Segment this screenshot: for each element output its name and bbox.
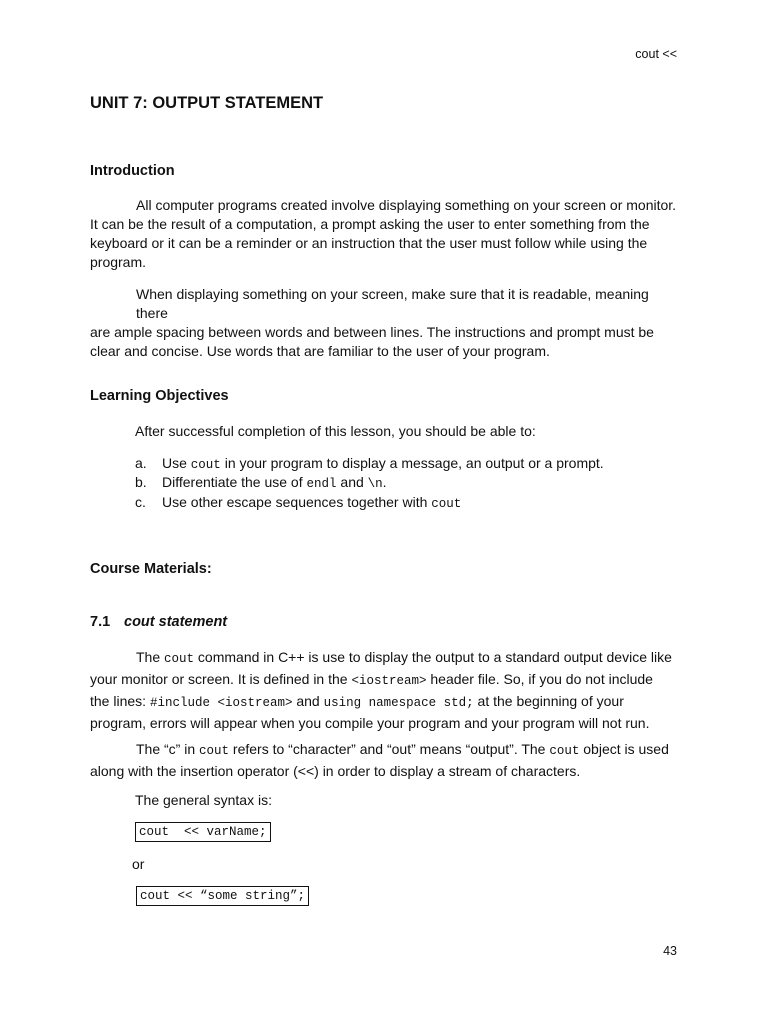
text: along with the insertion operator (<<) in order to display a stream of characters.	[90, 763, 581, 779]
objective-item-b	[135, 473, 387, 494]
objective-text: in your program to display a message, an output or a prompt.	[220, 455, 604, 471]
text: The	[136, 649, 165, 665]
text: and	[292, 693, 324, 709]
code-cout: cout	[431, 497, 462, 511]
section-paragraph-1	[90, 647, 680, 733]
code-cout: cout	[164, 652, 195, 666]
syntax-box-string: cout << “some string”;	[136, 886, 309, 906]
unit-title: UNIT 7: OUTPUT STATEMENT	[90, 94, 324, 112]
objective-text: .	[382, 474, 387, 490]
code-newline: \n	[367, 477, 383, 491]
section-title: cout statement	[124, 614, 228, 630]
code-endl: endl	[306, 477, 337, 491]
objective-letter: b.	[135, 474, 147, 490]
intro-paragraph-2	[90, 285, 680, 361]
text: your monitor or screen. It is defined in the	[90, 671, 352, 687]
intro-p1-line: All computer programs created involve displaying something on your screen or monitor.	[136, 197, 677, 213]
section-number: 7.1	[90, 614, 111, 630]
or-text: or	[132, 856, 145, 872]
text: at the beginning of your	[473, 693, 624, 709]
objective-text: Differentiate the use of	[162, 474, 307, 490]
objective-item-a	[135, 454, 604, 475]
text: the lines:	[90, 693, 150, 709]
objective-text: Use other escape sequences together with	[162, 494, 432, 510]
section-paragraph-2	[90, 739, 680, 781]
text: program, errors will appear when you compile your program and your program will not run.	[90, 715, 650, 731]
text: command in C++ is use to display the output to a standard output device like	[194, 649, 672, 665]
intro-p2-line: clear and concise. Use words that are familiar to the user of your program.	[90, 343, 550, 359]
introduction-heading: Introduction	[90, 163, 175, 179]
section-heading	[90, 614, 227, 630]
course-materials-heading: Course Materials:	[90, 561, 212, 577]
objective-item-c	[135, 493, 461, 514]
intro-p2-line: are ample spacing between words and between lines. The instructions and prompt must be	[90, 324, 654, 340]
objectives-lead: After successful completion of this lesson, you should be able to:	[135, 423, 536, 439]
intro-p1-line: keyboard or it can be a reminder or an instruction that the user must follow while using the	[90, 235, 648, 251]
text: header file. So, if you do not include	[426, 671, 653, 687]
code-cout: cout	[199, 744, 230, 758]
intro-p1-line: program.	[90, 254, 147, 270]
intro-p2-line: When displaying something on your screen, make sure that it is readable, meaning there	[136, 286, 649, 321]
text: refers to “character” and “out” means “output”. The	[229, 741, 550, 757]
intro-p1-line: It can be the result of a computation, a prompt asking the user to enter something from the	[90, 216, 650, 232]
syntax-intro: The general syntax is:	[135, 792, 272, 808]
objective-text: Use	[162, 455, 191, 471]
intro-paragraph-1	[90, 196, 680, 272]
code-include: #include <iostream>	[149, 696, 293, 710]
text: The “c” in	[136, 741, 200, 757]
text: object is used	[579, 741, 669, 757]
code-cout: cout	[549, 744, 580, 758]
code-iostream: <iostream>	[351, 674, 427, 688]
syntax-box-varname: cout << varName;	[135, 822, 271, 842]
objective-letter: a.	[135, 455, 147, 471]
objective-text: and	[336, 474, 368, 490]
objective-letter: c.	[135, 494, 146, 510]
page-number: 43	[663, 944, 677, 958]
code-cout: cout	[190, 458, 221, 472]
code-namespace: using namespace std;	[323, 696, 474, 710]
running-header: cout <<	[635, 47, 677, 61]
objectives-heading: Learning Objectives	[90, 388, 229, 404]
